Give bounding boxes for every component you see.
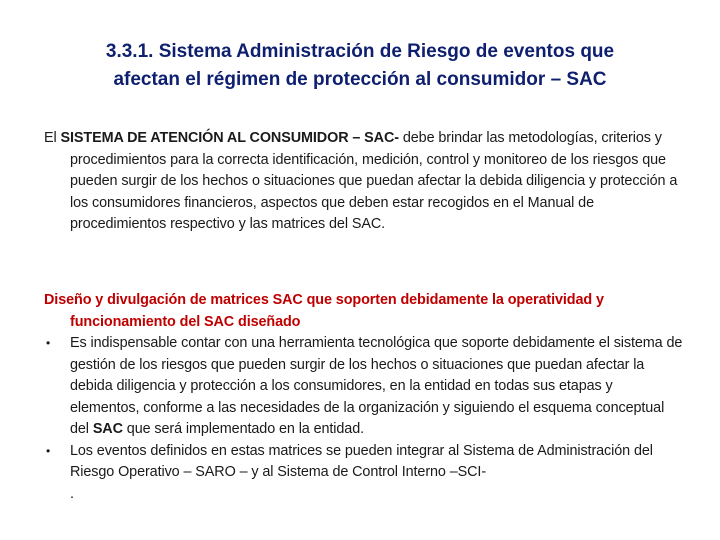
section-heading: Diseño y divulgación de matrices SAC que soporten debidamente la operatividad y funcionamiento del SAC diseñado	[44, 292, 604, 330]
bullet-icon: •	[46, 336, 51, 350]
intro-body: debe brindar las metodologías, criterios y procedimientos para la correcta identificación, medición, control y monitoreo de los riesgos que pueden surgir de los hechos o situaciones que puedan afectar la debida diligencia y protección a los consumidores financieros, aspectos que deben estar recogidos en el Manual de procedimientos respectivo y las matrices del SAC.	[70, 130, 678, 232]
intro-prefix: El	[44, 130, 61, 146]
list-item	[44, 441, 684, 506]
bullet-1-text-after: que será implementado en la entidad.	[122, 421, 365, 437]
intro-paragraph-text	[44, 128, 684, 236]
bullet-2-trailing-dot: .	[70, 485, 74, 502]
slide-title	[40, 38, 680, 94]
bullet-2-text: Los eventos definidos en estas matrices se pueden integrar al Sistema de Administración del Riesgo Operativo – SARO – y al Sistema de Control Interno –SCI-	[70, 442, 653, 480]
slide-title-line-2: afectan el régimen de protección al consumidor – SAC	[113, 69, 607, 90]
intro-bold-term: SISTEMA DE ATENCIÓN AL CONSUMIDOR – SAC-	[60, 130, 399, 146]
intro-paragraph	[44, 128, 684, 236]
list-item	[44, 333, 684, 441]
slide-title-line-1: 3.3.1. Sistema Administración de Riesgo de eventos que	[105, 41, 615, 62]
bullet-1-bold: SAC	[92, 421, 123, 437]
bullet-icon: •	[46, 443, 51, 458]
bullet-1-text-before: Es indispensable contar con una herramienta tecnológica que soporte debidamente el sistema de gestión de los riesgos que pueden surgir de los hechos o situaciones que puedan afectar la debida diligencia y protección a los consumidores, en la entidad en todas sus etapas y elementos, conforme a las necesidades de la organización y siguiendo el esquema conceptual del	[70, 335, 683, 437]
bullet-list	[44, 333, 684, 505]
matrices-section	[44, 290, 684, 505]
